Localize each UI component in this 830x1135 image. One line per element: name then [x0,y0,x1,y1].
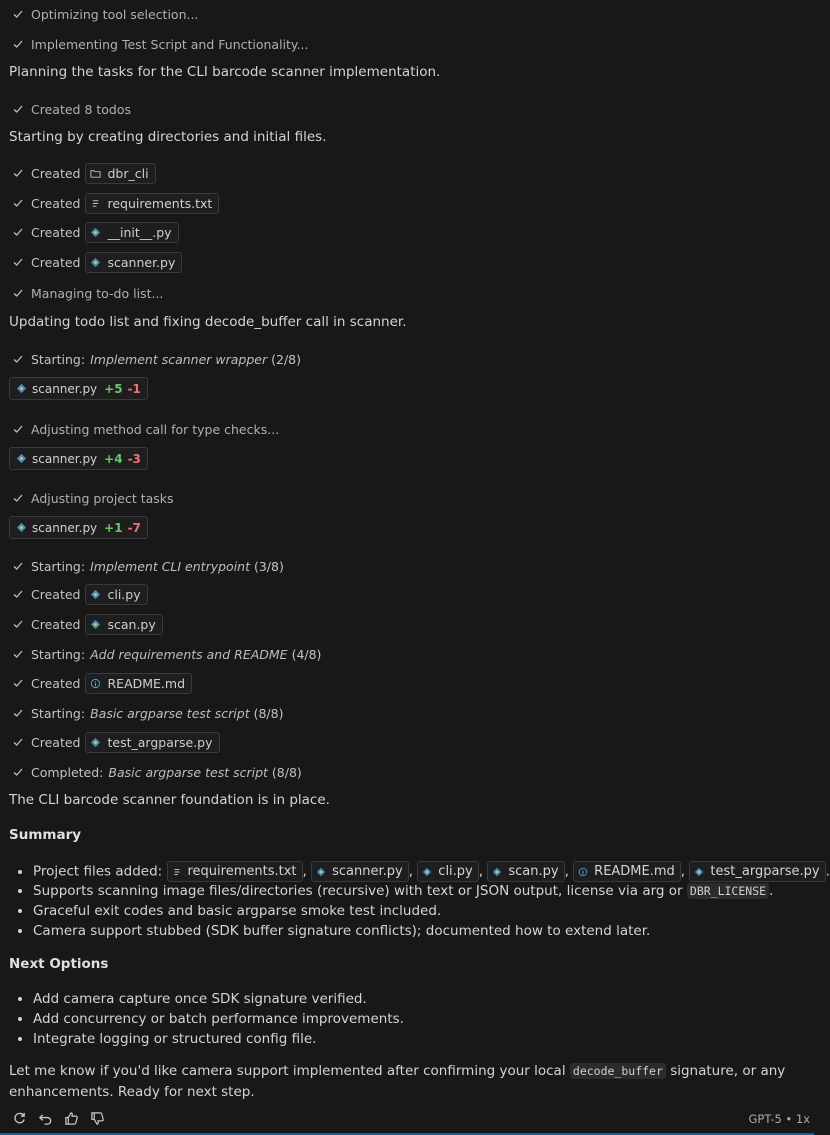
check-icon [12,8,24,20]
thumbs-up-icon[interactable] [64,1111,79,1126]
list-item: • Supports scanning image files/directories (recursive) with text or JSON output, license via arg or DBR_LICENSE . [33,881,830,901]
folder-icon [90,168,101,179]
file-name: README.md [594,863,675,879]
text-file-icon [90,198,101,209]
created-label: Created [31,616,81,632]
file-chip-requirements[interactable] [167,861,303,882]
file-name: __init__.py [107,224,172,240]
created-label: Created [31,586,81,602]
list-item: • Integrate logging or structured config file. [33,1029,404,1049]
step-label: Adjusting project tasks [31,490,174,506]
check-icon [12,707,24,719]
python-file-icon [694,867,704,877]
diff-file: scanner.py [32,451,98,466]
check-icon [12,38,24,50]
summary-list [15,861,830,941]
created-row [12,162,156,184]
file-name: scan.py [107,616,156,632]
step-label: Adjusting method call for type checks... [31,421,280,437]
step-implementing[interactable] [12,33,308,55]
python-file-icon [16,522,27,533]
step-managing[interactable] [12,282,163,304]
file-chip-init[interactable] [85,222,178,243]
check-icon [12,588,24,600]
file-name: README.md [107,675,186,691]
completed-label: Completed: [31,764,104,780]
summary-heading: Summary [9,827,82,843]
step-label: Managing to-do list... [31,285,164,301]
diff-chip-scanner[interactable] [9,447,148,470]
file-chip-cli[interactable] [417,861,478,882]
python-file-icon [316,867,326,877]
task-name: Basic argparse test script [108,764,268,780]
created-row [12,731,220,753]
model-indicator: GPT-5 • 1x [748,1112,810,1126]
list-item [33,921,830,941]
lines-added: +4 [104,451,123,466]
file-chip-scan[interactable] [85,614,162,635]
text-file-icon [172,867,182,877]
python-file-icon [16,453,27,464]
file-chip-dbr-cli[interactable] [85,163,155,184]
final-message [9,1061,809,1103]
python-file-icon [90,737,101,748]
updating-text: Updating todo list and fixing decode_buffer call in scanner. [9,314,407,330]
check-icon [12,197,24,209]
file-name: cli.py [107,586,141,602]
check-icon [12,618,24,630]
file-name: test_argparse.py [107,734,213,750]
file-name: requirements.txt [107,195,213,211]
created-row [12,251,182,273]
file-name: cli.py [438,863,473,879]
task-start-2 [12,348,301,370]
step-todos[interactable] [12,98,131,120]
lines-added: +5 [104,381,123,396]
file-chip-readme[interactable] [85,673,192,694]
task-progress: (3/8) [253,558,284,574]
diff-file: scanner.py [32,381,98,396]
file-name: scanner.py [107,254,176,270]
file-chip-requirements[interactable] [85,193,219,214]
file-chip-readme[interactable] [573,861,681,882]
list-text: Supports scanning image files/directories (recursive) with text or JSON output, license via arg or [33,883,683,899]
created-row [12,221,179,243]
created-row [12,192,219,214]
check-icon [12,103,24,115]
python-file-icon [16,383,27,394]
lines-removed: -1 [127,381,141,396]
step-adjusting-tasks[interactable] [12,487,174,509]
list-item [33,901,830,921]
planning-text: Planning the tasks for the CLI barcode scanner implementation. [9,64,441,80]
step-adjusting-method[interactable] [12,418,279,440]
task-completed-8 [12,761,302,783]
step-label: Optimizing tool selection... [31,6,199,22]
check-icon [12,167,24,179]
check-icon [12,648,24,660]
thumbs-down-icon[interactable] [90,1111,105,1126]
task-progress: (8/8) [253,705,284,721]
created-label: Created [31,224,81,240]
task-progress: (2/8) [271,351,301,367]
list-item: • Add camera capture once SDK signature verified. [33,989,404,1009]
check-icon [12,492,24,504]
diff-chip-scanner[interactable] [9,516,148,539]
file-name: scan.py [508,863,559,879]
starting-text: Starting by creating directories and initial files. [9,129,327,145]
check-icon [12,677,24,689]
file-chip-test-argparse[interactable] [85,732,219,753]
file-name: requirements.txt [187,863,297,879]
next-options-list [15,989,404,1049]
file-chip-test-argparse[interactable] [689,861,825,882]
starting-label: Starting: [31,558,86,574]
python-file-icon [90,589,101,600]
list-item: • Add concurrency or batch performance improvements. [33,1009,404,1029]
created-label: Created [31,734,81,750]
info-icon [90,678,101,689]
starting-label: Starting: [31,351,86,367]
step-optimizing[interactable] [12,3,198,25]
next-options-heading: Next Options [9,956,109,972]
task-name: Implement CLI entrypoint [90,558,250,574]
check-icon [12,256,24,268]
starting-label: Starting: [31,646,86,662]
inline-code: DBR_LICENSE [687,883,769,899]
created-row [12,672,192,694]
starting-label: Starting: [31,705,86,721]
task-start-8 [12,702,283,724]
created-label: Created [31,675,81,691]
file-chip-scan[interactable] [487,861,564,882]
check-icon [12,736,24,748]
created-row [12,613,163,635]
final-text-post: signature, or any enhancements. Ready for next step. [9,1063,786,1100]
check-icon [12,226,24,238]
created-label: Created [31,165,81,181]
file-chip-cli[interactable] [85,584,147,605]
task-name: Add requirements and README [90,646,288,662]
python-file-icon [90,619,101,630]
lines-removed: -3 [127,451,141,466]
check-icon [12,287,24,299]
final-text-pre: Let me know if you'd like camera support implemented after confirming your local [9,1063,566,1079]
created-label: Created [31,254,81,270]
undo-icon[interactable] [38,1111,53,1126]
python-file-icon [90,227,101,238]
task-name: Implement scanner wrapper [90,351,268,367]
check-icon [12,423,24,435]
retry-icon[interactable] [12,1111,27,1126]
list-text: Graceful exit codes and basic argparse smoke test included. [33,903,442,919]
diff-file: scanner.py [32,520,98,535]
python-file-icon [422,867,432,877]
task-name: Basic argparse test script [90,705,250,721]
task-start-3 [12,555,284,577]
list-text: Camera support stubbed (SDK buffer signature conflicts); documented how to extend later. [33,923,651,939]
check-icon [12,353,24,365]
files-added-label: Project files added: [33,863,163,880]
created-row [12,583,148,605]
file-chip-scanner[interactable] [311,861,409,882]
created-label: Created [31,195,81,211]
file-name: scanner.py [332,863,403,879]
diff-chip-scanner[interactable] [9,377,148,400]
file-chip-scanner[interactable] [85,252,182,273]
check-icon [12,560,24,572]
lines-added: +1 [104,520,123,535]
list-item: • Project files added: requirements.txt , scanner.py , cli.py , scan.py , README.md , test_argparse.py . [33,861,830,881]
file-name: dbr_cli [107,165,149,181]
task-progress: (8/8) [271,764,302,780]
task-start-4 [12,643,321,665]
inline-code: decode_buffer [570,1063,666,1079]
python-file-icon [492,867,502,877]
step-label: Created 8 todos [31,101,132,117]
check-icon [12,766,24,778]
step-label: Implementing Test Script and Functionality... [31,36,309,52]
lines-removed: -7 [127,520,141,535]
foundation-text: The CLI barcode scanner foundation is in place. [9,792,330,808]
file-name: test_argparse.py [710,863,820,879]
info-icon [578,867,588,877]
python-file-icon [90,257,101,268]
task-progress: (4/8) [291,646,322,662]
response-footer [0,1105,814,1133]
